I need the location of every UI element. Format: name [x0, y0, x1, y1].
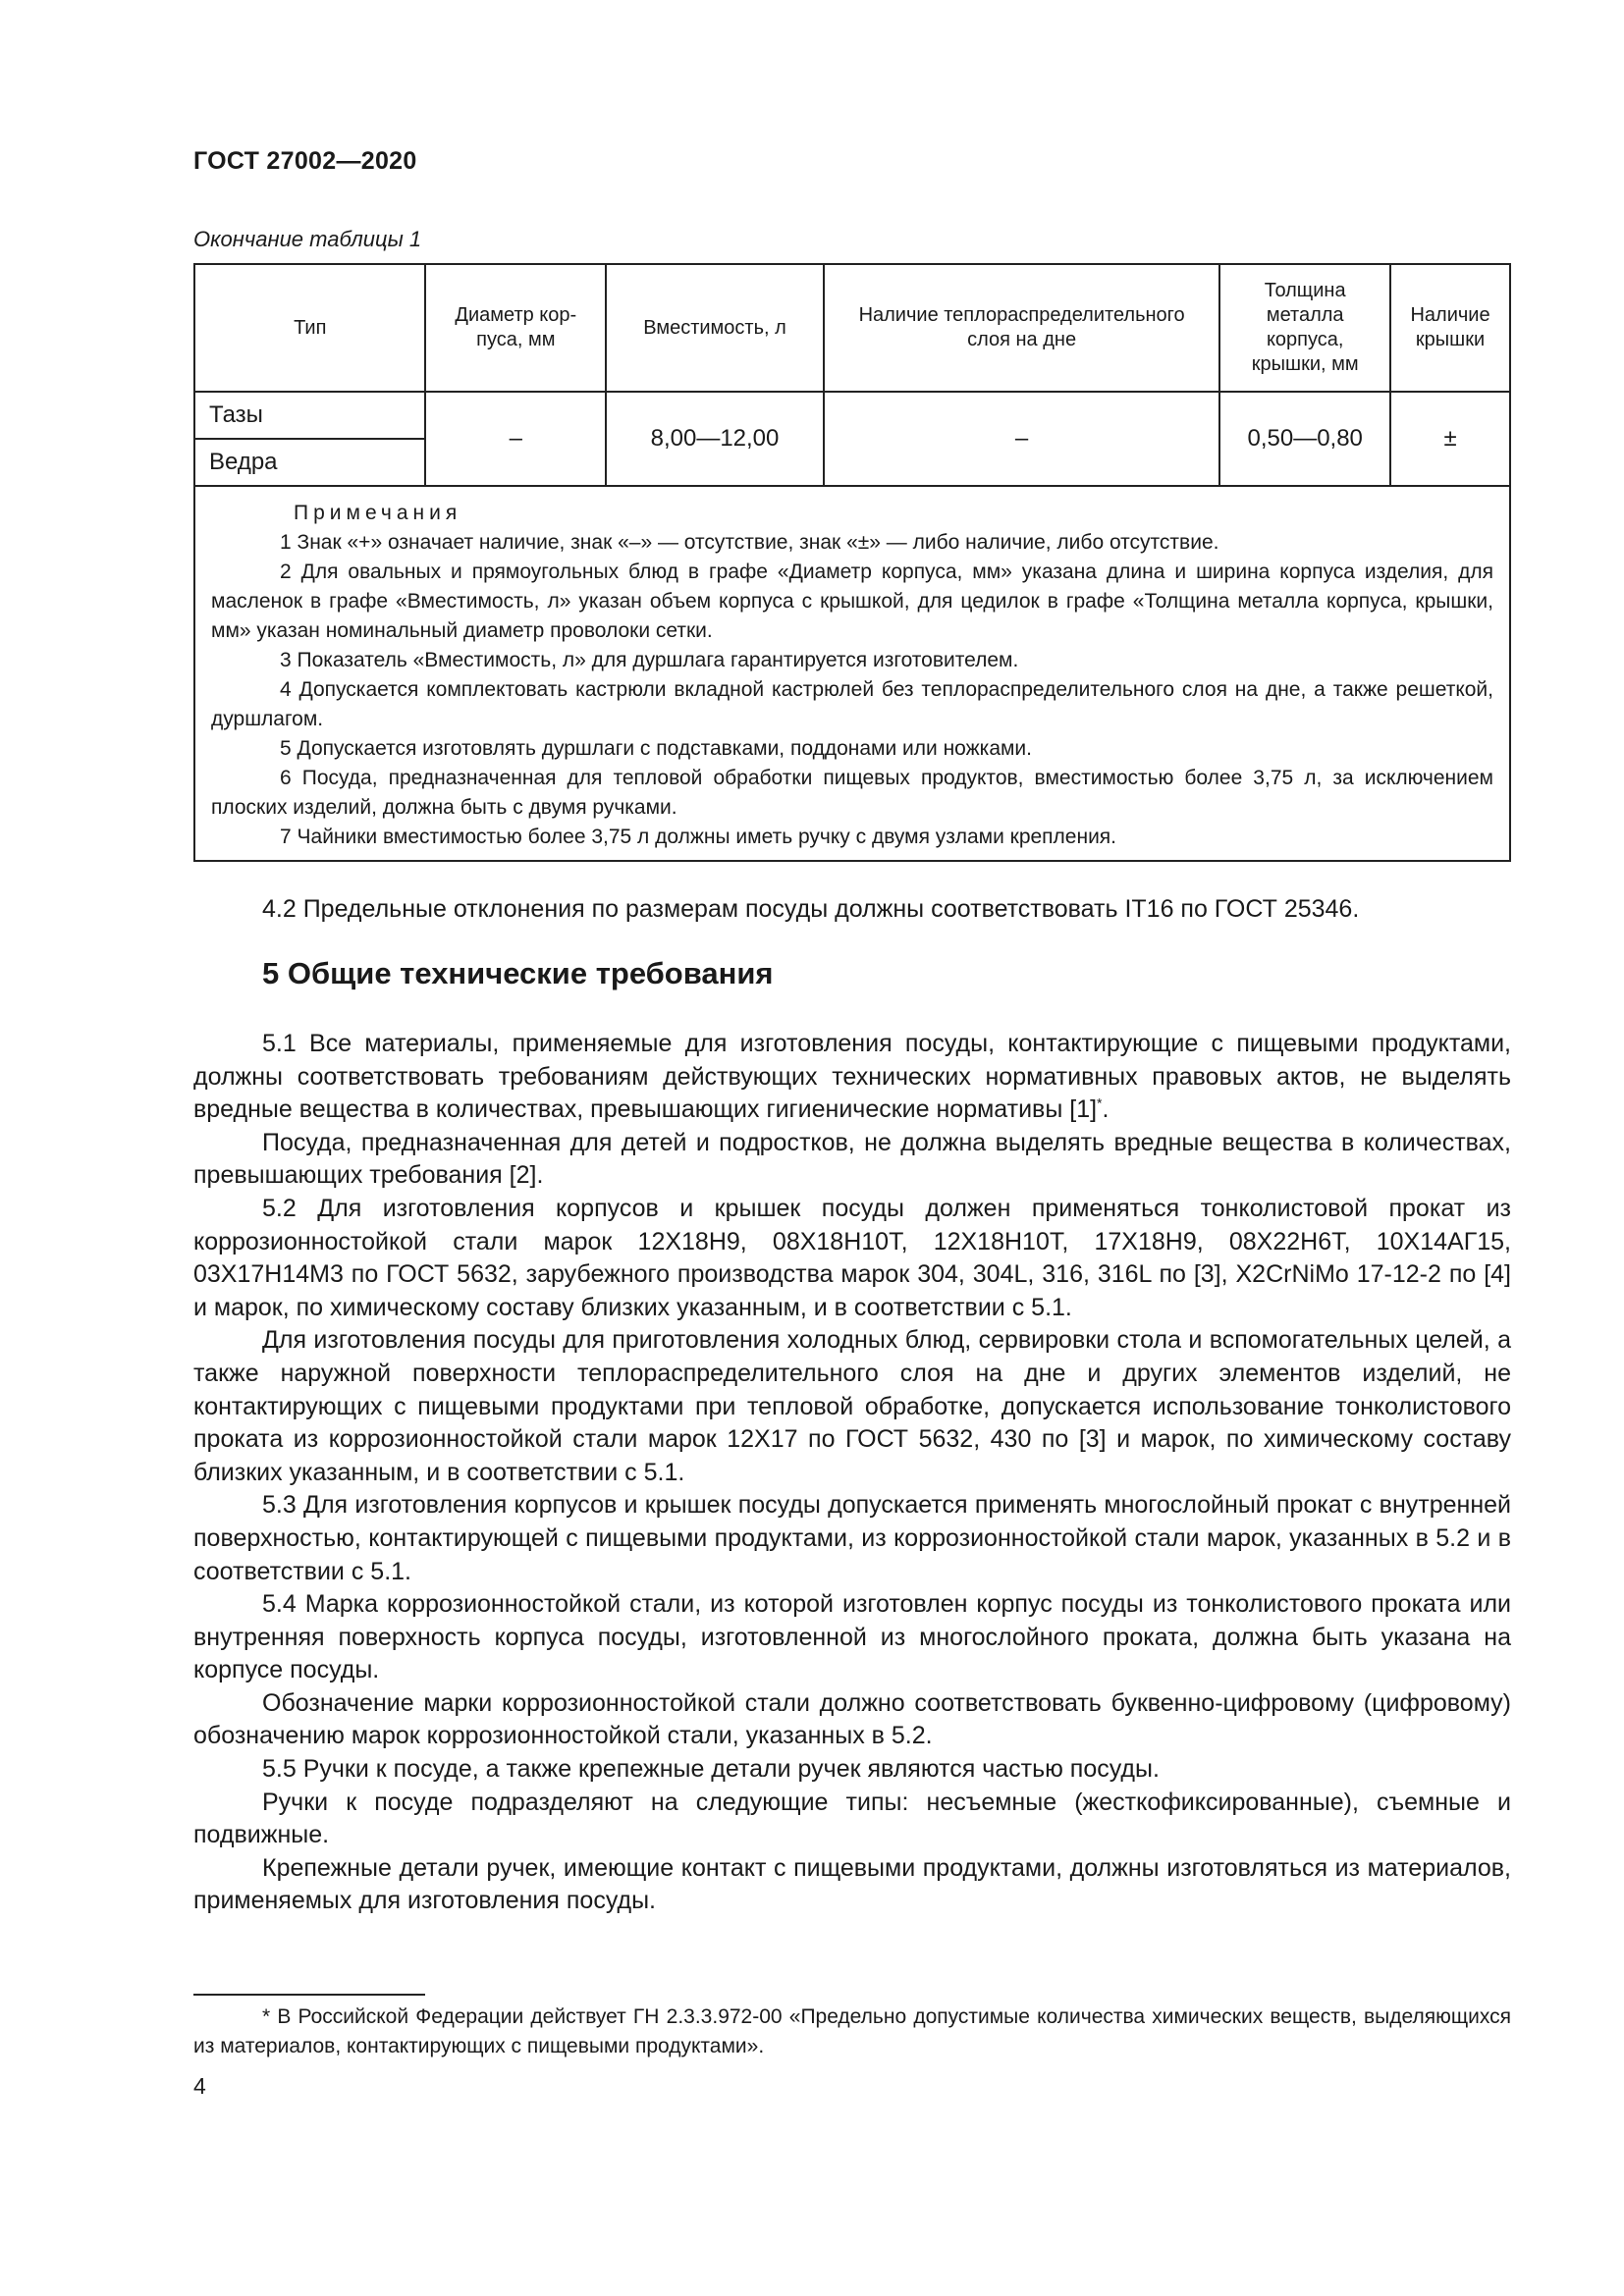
row-type-buckets: Ведра — [194, 439, 425, 486]
header-thickness: Толщина металла корпуса, крышки, мм — [1219, 264, 1390, 392]
section-5-heading: 5 Общие технические требования — [262, 956, 774, 990]
paragraph-5-5: 5.5 Ручки к посуде, а также крепежные детали ручек являются частью посуды. — [262, 1755, 1160, 1784]
paragraph-4-2: 4.2 Предельные отклонения по размерам посуды должны соответствовать IT16 по ГОСТ 25346. — [262, 895, 1360, 923]
paragraph-5-1-end: . — [1102, 1095, 1110, 1124]
header-capacity: Вместимость, л — [606, 264, 824, 392]
paragraph-5-3: 5.3 Для изготовления корпусов и крышек посуды допускается применять многослойный прокат с внутренней поверхностью, контактирующей с пищевыми продуктами, из коррозионностойкой стали марок, указанных в 5.2 и в соответствии с 5.1. — [193, 1491, 1511, 1585]
value-heat-layer: – — [824, 392, 1219, 486]
table-1 — [193, 263, 1511, 862]
row-type-basins: Тазы — [194, 392, 425, 439]
value-capacity: 8,00—12,00 — [606, 392, 824, 486]
footnote: * В Российской Федерации действует ГН 2.3.3.972-00 «Предельно допустимые количества химических веществ, выделяющихся из материалов, контактирующих с пищевыми продуктами». — [193, 2005, 1511, 2057]
header-lid: Наличие крышки — [1390, 264, 1510, 392]
note-4: 4 Допускается комплектовать кастрюли вкладной кастрюлей без теплораспределительного слоя на дне, а также решеткой, дуршлагом. — [211, 678, 1493, 730]
paragraph-4-2-block — [193, 893, 1511, 927]
paragraph-5-4: 5.4 Марка коррозионностойкой стали, из которой изготовлен корпус посуды из тонколистового проката или внутренняя поверхность корпуса посуды, изготовленной из многослойного проката, должна быть указана на корпусе посуды. — [193, 1590, 1511, 1684]
paragraph-5-1 — [193, 1028, 1511, 1127]
notes-title: Примечания — [294, 502, 462, 524]
note-2: 2 Для овальных и прямоугольных блюд в графе «Диаметр корпуса, мм» указана длина и ширина корпуса изделия, для масленок в графе «Вместимость, л» указан объем корпуса с крышкой, для цедилок в графе «Толщина металла корпуса, крышки, мм» указан номинальный диаметр проволоки сетки. — [211, 561, 1493, 642]
paragraph-5-1-text: 5.1 Все материалы, применяемые для изготовления посуды, контактирующие с пищевыми продуктами, должны соответствовать требованиям действующих технических нормативных правовых актов, не выделять вредные вещества в количествах, превышающих гигиенические нормативы [1] — [193, 1030, 1511, 1124]
paragraph-5-1-children: Посуда, предназначенная для детей и подростков, не должна выделять вредные вещества в количествах, превышающих требования [2]. — [193, 1128, 1511, 1190]
footnote-ref: * — [1097, 1095, 1103, 1111]
header-diameter: Диаметр кор- пуса, мм — [425, 264, 606, 392]
value-diameter: – — [425, 392, 606, 486]
note-6: 6 Посуда, предназначенная для тепловой обработки пищевых продуктов, вместимостью более 3,75 л, за исключением плоских изделий, должна быть с двумя ручками. — [211, 767, 1493, 819]
table-header-row — [194, 264, 1510, 392]
paragraph-5-2-cold-dishes: Для изготовления посуды для приготовления холодных блюд, сервировки стола и вспомогательных целей, а также наружной поверхности теплораспределительного слоя на дне и других элементов изделий, не контактирующих с пищевыми продуктами при тепловой обработке, допускается использование тонколистового проката из коррозионностойкой стали марок 12Х17 по ГОСТ 5632, 430 по [3] и марок, по химическому составу близких указанным, и в соответствии с 5.1. — [193, 1326, 1511, 1486]
paragraph-5-5-fasteners: Крепежные детали ручек, имеющие контакт с пищевыми продуктами, должны изготовляться из материалов, применяемых для изготовления посуды. — [193, 1853, 1511, 1915]
value-thickness: 0,50—0,80 — [1219, 392, 1390, 486]
table-notes — [194, 486, 1510, 861]
section-5-body — [193, 1028, 1511, 1918]
value-lid: ± — [1390, 392, 1510, 486]
table-notes-row — [194, 486, 1510, 861]
footnote-separator — [193, 1994, 425, 1996]
note-1: 1 Знак «+» означает наличие, знак «–» — отсутствие, знак «±» — либо наличие, либо отсутствие. — [280, 531, 1219, 554]
note-3: 3 Показатель «Вместимость, л» для дуршлага гарантируется изготовителем. — [280, 649, 1019, 671]
note-7: 7 Чайники вместимостью более 3,75 л должны иметь ручку с двумя узлами крепления. — [280, 826, 1117, 848]
header-type: Тип — [194, 264, 425, 392]
header-heat-layer: Наличие теплораспределительного слоя на дне — [824, 264, 1219, 392]
table-row — [194, 392, 1510, 439]
paragraph-5-4-marking: Обозначение марки коррозионностойкой стали должно соответствовать буквенно-цифровому (цифровому) обозначению марок коррозионностойкой стали, указанных в 5.2. — [193, 1688, 1511, 1750]
table-caption: Окончание таблицы 1 — [193, 227, 422, 251]
paragraph-5-5-handle-types: Ручки к посуде подразделяют на следующие типы: несъемные (жесткофиксированные), съемные и подвижные. — [193, 1788, 1511, 1849]
page-number: 4 — [193, 2073, 206, 2099]
note-5: 5 Допускается изготовлять дуршлаги с подставками, поддонами или ножками. — [280, 737, 1032, 760]
document-header: ГОСТ 27002—2020 — [193, 147, 417, 175]
paragraph-5-2: 5.2 Для изготовления корпусов и крышек посуды должен применяться тонколистовой прокат из коррозионностойкой стали марок 12Х18Н9, 08Х18Н10Т, 12Х18Н10Т, 17Х18Н9, 08Х22Н6Т, 10Х14АГ15, 03Х17Н14М3 по ГОСТ 5632, зарубежного производства марок 304, 304L, 316, 316L по [3], X2CrNiMo 17-12-2 по [4] и марок, по химическому составу близких указанным, и в соответствии с 5.1. — [193, 1194, 1511, 1321]
